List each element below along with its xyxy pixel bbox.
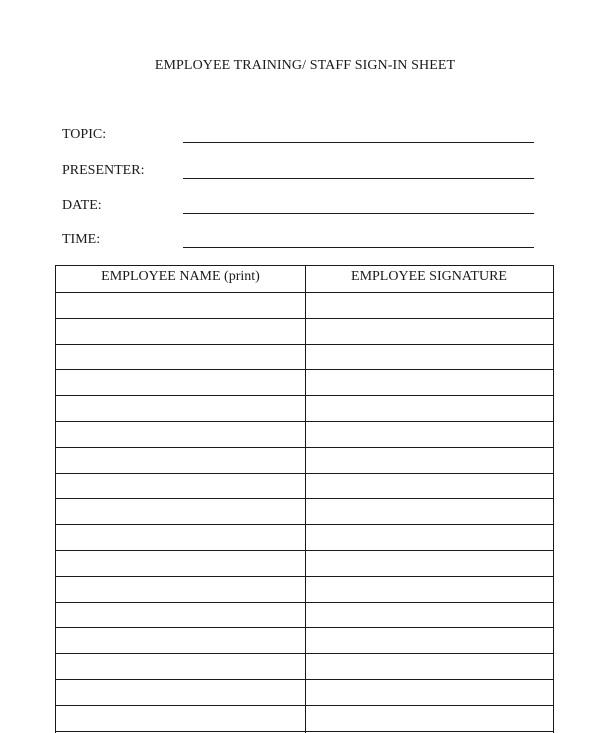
table-row-line	[56, 395, 553, 396]
table-row-line	[56, 318, 553, 319]
table-row-line	[56, 447, 553, 448]
table-row-line	[56, 653, 553, 654]
column-divider	[305, 266, 306, 733]
table-row-line	[56, 602, 553, 603]
table-row-line	[56, 550, 553, 551]
topic-line[interactable]	[183, 142, 534, 143]
employee-name-header: EMPLOYEE NAME (print)	[101, 269, 260, 284]
topic-label: TOPIC:	[62, 127, 107, 142]
table-row-line	[56, 344, 553, 345]
employee-signature-header: EMPLOYEE SIGNATURE	[351, 269, 507, 284]
table-row-line	[56, 369, 553, 370]
time-line[interactable]	[183, 247, 534, 248]
document-title: EMPLOYEE TRAINING/ STAFF SIGN-IN SHEET	[154, 58, 456, 73]
sign-in-table	[55, 265, 554, 733]
presenter-line[interactable]	[183, 178, 534, 179]
table-row-line	[56, 576, 553, 577]
table-row-line	[56, 627, 553, 628]
table-row-line	[56, 524, 553, 525]
header-separator	[56, 292, 553, 293]
date-label: DATE:	[62, 198, 102, 213]
time-label: TIME:	[62, 232, 101, 247]
presenter-label: PRESENTER:	[62, 163, 145, 178]
table-row-line	[56, 679, 553, 680]
table-row-line	[56, 498, 553, 499]
table-row-line	[56, 731, 553, 732]
table-row-line	[56, 705, 553, 706]
table-row-line	[56, 421, 553, 422]
table-row-line	[56, 473, 553, 474]
date-line[interactable]	[183, 213, 534, 214]
